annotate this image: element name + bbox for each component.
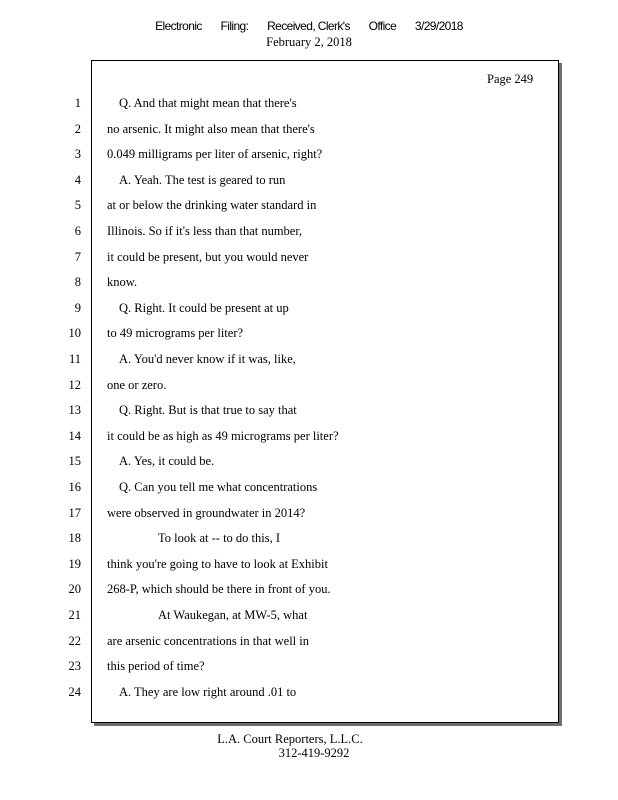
line-number: 13 bbox=[68, 403, 81, 417]
transcript-line-text: A. You'd never know if it was, like, bbox=[119, 352, 296, 366]
line-number: 2 bbox=[74, 122, 81, 136]
header-date: February 2, 2018 bbox=[266, 35, 352, 49]
transcript-line-text: 0.049 milligrams per liter of arsenic, right? bbox=[107, 147, 323, 161]
filing-stamp-word: Received, Clerk's bbox=[267, 19, 350, 33]
line-number: 18 bbox=[68, 531, 81, 545]
transcript-line-text: it could be as high as 49 micrograms per liter? bbox=[107, 429, 339, 443]
line-number: 22 bbox=[68, 634, 81, 648]
transcript-line-text: to 49 micrograms per liter? bbox=[107, 326, 244, 340]
transcript-line-text: Illinois. So if it's less than that number, bbox=[107, 224, 303, 238]
transcript-line-text: A. Yeah. The test is geared to run bbox=[119, 173, 286, 187]
court-reporter-name: L.A. Court Reporters, L.L.C. bbox=[217, 732, 363, 746]
filing-stamp-word: 3/29/2018 bbox=[414, 19, 463, 33]
line-number: 20 bbox=[68, 582, 81, 596]
filing-stamp-word: Filing: bbox=[220, 19, 249, 33]
transcript-line-text: one or zero. bbox=[107, 378, 167, 392]
line-number: 24 bbox=[68, 685, 81, 699]
line-number: 23 bbox=[68, 659, 81, 673]
line-number: 3 bbox=[74, 147, 81, 161]
transcript-line-text: this period of time? bbox=[107, 659, 205, 673]
line-number: 6 bbox=[74, 224, 81, 238]
transcript-line-text: Q. Right. But is that true to say that bbox=[119, 403, 297, 417]
line-number: 10 bbox=[68, 326, 81, 340]
line-number: 15 bbox=[68, 454, 81, 468]
filing-stamp-word: Electronic bbox=[155, 19, 202, 33]
line-number: 14 bbox=[68, 429, 81, 443]
line-number: 9 bbox=[74, 301, 81, 315]
line-number: 19 bbox=[68, 557, 81, 571]
page-number-label: Page 249 bbox=[487, 72, 534, 86]
transcript-line-text: were observed in groundwater in 2014? bbox=[107, 506, 306, 520]
transcript-line-text: At Waukegan, at MW-5, what bbox=[158, 608, 308, 622]
transcript-line-text: know. bbox=[107, 275, 138, 289]
transcript-line-text: are arsenic concentrations in that well in bbox=[107, 634, 310, 648]
transcript-line-text: no arsenic. It might also mean that there's bbox=[107, 122, 315, 136]
line-number: 5 bbox=[74, 198, 81, 212]
court-reporter-phone: 312-419-9292 bbox=[278, 746, 350, 760]
line-number: 11 bbox=[68, 352, 81, 366]
line-number: 7 bbox=[74, 250, 81, 264]
line-number: 16 bbox=[68, 480, 81, 494]
transcript-line-text: 268-P, which should be there in front of you. bbox=[107, 582, 331, 596]
filing-stamp bbox=[0, 19, 618, 33]
line-number: 21 bbox=[68, 608, 81, 622]
transcript-line-text: at or below the drinking water standard in bbox=[107, 198, 317, 212]
transcript-line-text: Q. And that might mean that there's bbox=[119, 96, 297, 110]
transcript-line-text: Q. Can you tell me what concentrations bbox=[119, 480, 318, 494]
transcript-line-text: To look at -- to do this, I bbox=[158, 531, 281, 545]
transcript-line-text: it could be present, but you would never bbox=[107, 250, 309, 264]
line-number: 12 bbox=[68, 378, 81, 392]
filing-stamp-word: Office bbox=[368, 19, 397, 33]
transcript-line-text: think you're going to have to look at Exhibit bbox=[107, 557, 328, 571]
transcript-line-text: Q. Right. It could be present at up bbox=[119, 301, 289, 315]
line-number: 4 bbox=[74, 173, 81, 187]
line-number: 8 bbox=[74, 275, 81, 289]
transcript-line-text: A. Yes, it could be. bbox=[119, 454, 215, 468]
line-number: 1 bbox=[74, 96, 81, 110]
line-number: 17 bbox=[68, 506, 81, 520]
transcript-line-text: A. They are low right around .01 to bbox=[119, 685, 297, 699]
